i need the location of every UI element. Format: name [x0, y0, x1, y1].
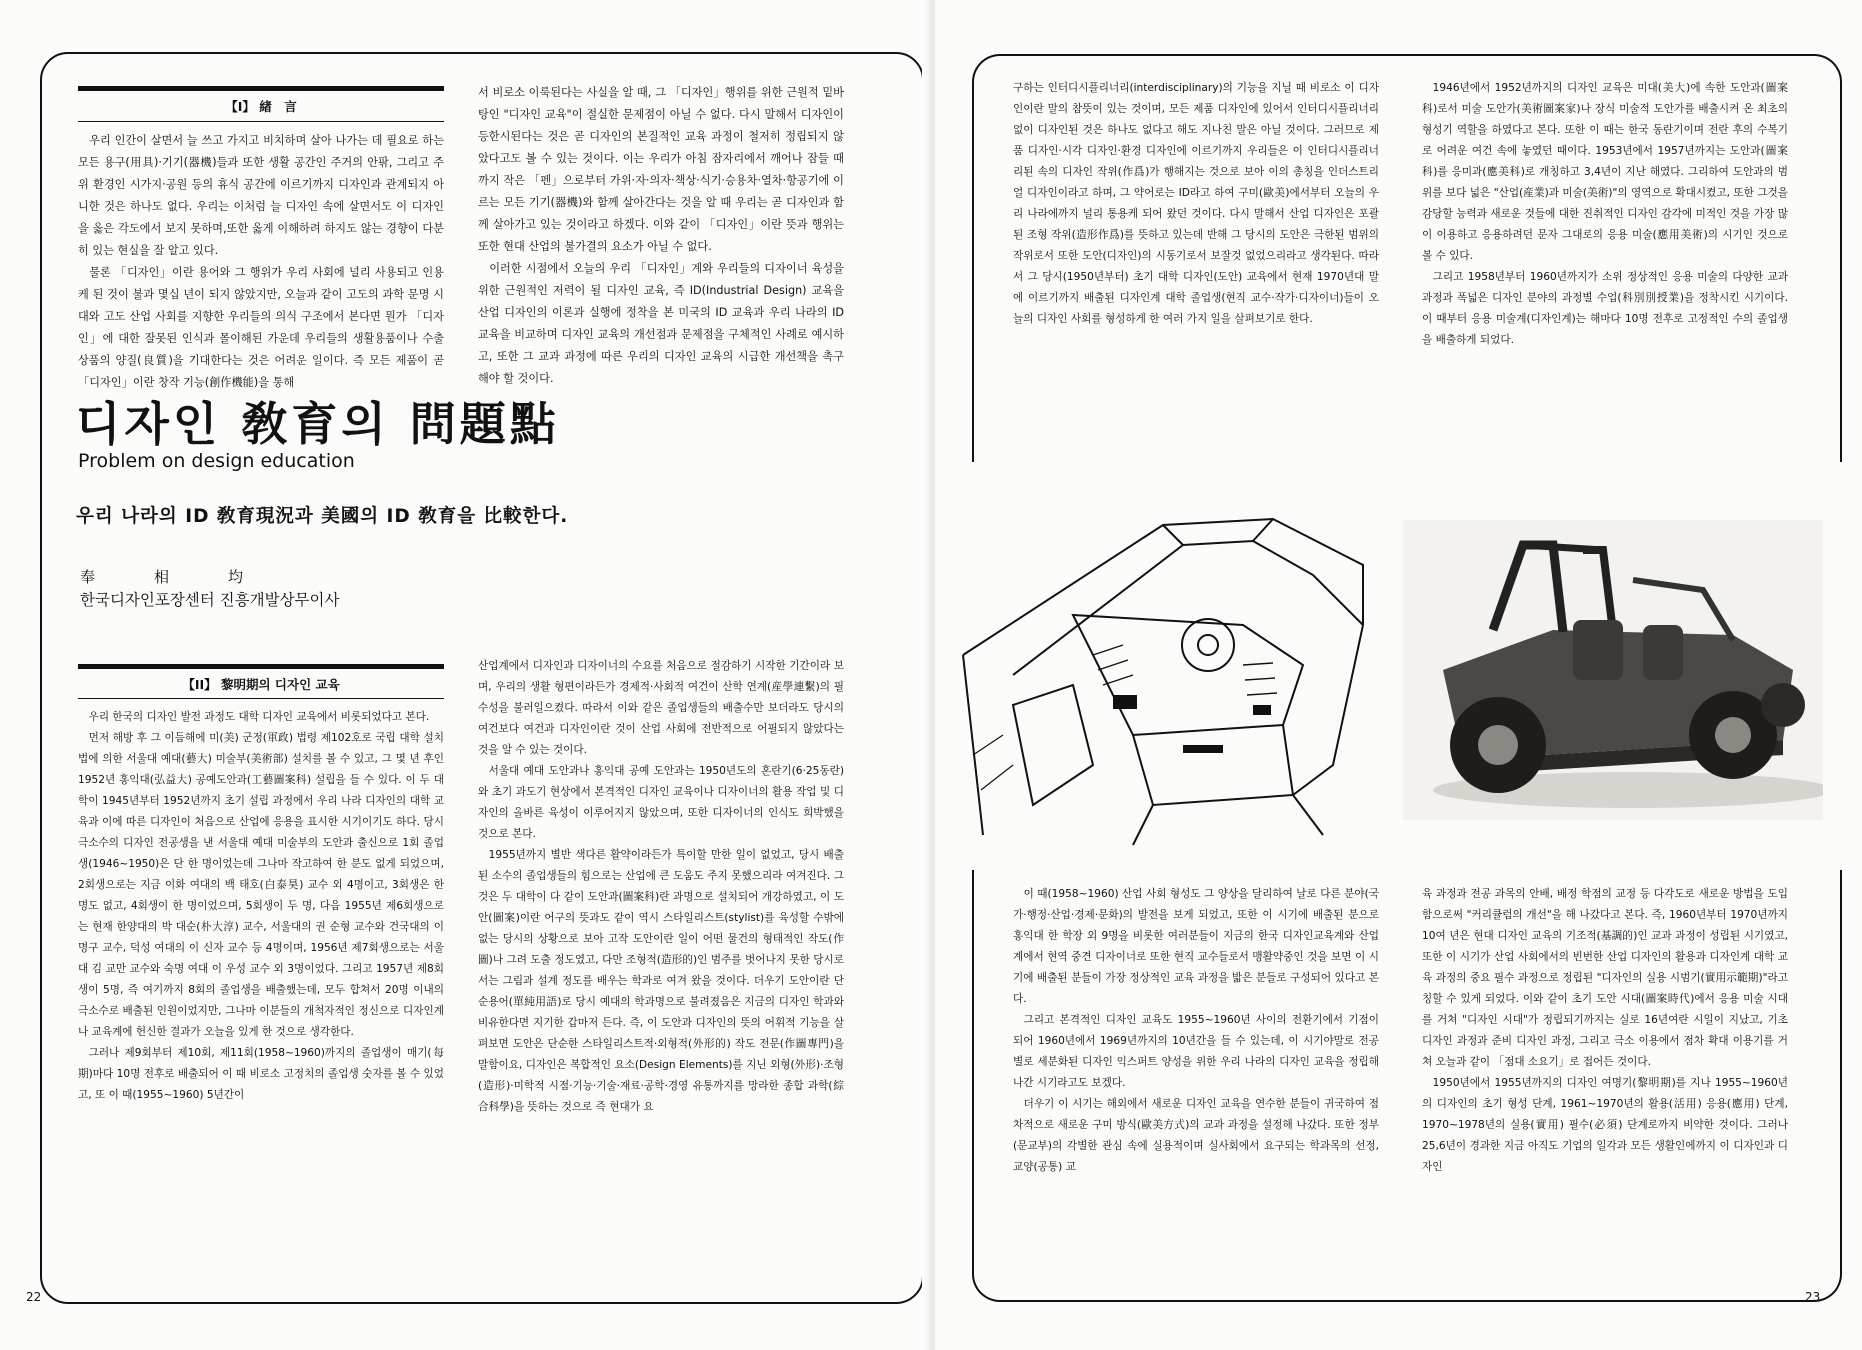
section2-col1: [78, 664, 444, 1106]
section1-heading: 【I】 緖 言: [78, 86, 444, 122]
bottom-col1: [1013, 884, 1379, 1178]
body-paragraph: 구하는 인터디시플리너리(interdisciplinary)의 기능을 지닐 때 비로소 이 디자인이란 말의 참뜻이 있는 것이며, 모든 제품 디자인에 있어서 인터디시플리너리없이 디자인된 것은 하나도 없다고 해도 지나친 말은 아닐 것이다. 그러므로 제품 디자인·시각 디자인·환경 디자인에 이르기까지 우리들은 이 인터디시플리너리된 속의 디자인 작위(作爲)가 행해지는 것으로 보아 이의 총칭을 인더스트리얼 디자인이라고 하며, 그 약어로는 ID라고 하여 구미(歐美)에서부터 오늘의 우리 나라에까지 널리 통용케 되어 왔던 것이다. 다시 말해서 산업 디자인은 포괄된 조형 작위(造形作爲)를 뜻하고 있는데 반해 그 당시의 도안은 극한된 범위의 작위로서 또한 도안(디자인)의 시동기로서 보잘것 없었으리라고 생각된다. 따라서 그 당시(1950년부터) 초기 대학 디자인(도안) 교육에서 현재 1970년대 말에 이르기까지 배출된 디자인계 대학 졸업생(현직 교수·작가·디자이너)들이 오늘의 디자인 사회를 형성하게 한 여러 가지 일을 살펴보기로 한다.: [1013, 82, 1379, 325]
body-paragraph: 육 과정과 전공 과목의 안배, 배정 학점의 교정 등 다각도로 새로운 방법을 도입함으로써 "커리큘럼의 개선"을 해 나갔다고 본다. 즉, 1960년부터 1970년까지 10여 년은 현대 디자인 교육의 기조적(基調的)인 교과 과정이 성립된 시기였고, 또한 이 시기가 산업 사회에서의 빈번한 산업 디자인의 활용과 디자인계 대학 교육 과정의 중요 필수 과정으로 정립된 "디자인의 실용 시범기(實用示範期)"라고 칭할 수 있게 되었다. 이와 같이 초기 도안 시대(圖案時代)에서 응용 미술 시대를 거쳐 "디자인 시대"가 정립되기까지는 실로 16년여란 시일이 지났고, 기초 디자인 과정과 준비 디자인 과정, 그리고 극소 이용에서 점차 확대 이용기를 거쳐 오늘과 같이 「점대 소요기」로 접어든 것이다.: [1422, 888, 1788, 1068]
author-name: 奉 相 均: [80, 568, 266, 586]
section2-paragraph: 우리 한국의 디자인 발전 과정도 대학 디자인 교육에서 비롯되었다고 본다.: [88, 711, 430, 723]
section1-col2: [478, 82, 844, 390]
section2-paragraph: 산업계에서 디자인과 디자이너의 수요를 처음으로 절감하기 시작한 기간이라 보며, 우리의 생활 형편이라든가 경제적·사회적 여건이 산학 연계(産學連繫)의 필수성을 불러일으켰다. 따라서 이와 같은 졸업생들의 배출수만 보더라도 당시의 여건보다 여건과 디자인이란 것이 산업 사회에 전반적으로 어필되지 않았다는 것을 알 수 있는 것이다.: [478, 660, 844, 756]
page-number-left: 22: [26, 1290, 42, 1304]
section1-paragraph: 이러한 시점에서 오늘의 우리 「디자인」계와 우리들의 디자이너 육성을 위한 근원적인 저력이 될 디자인 교육, 즉 ID(Industrial Design) 교육을 산업 디자인의 이론과 실행에 정착을 본 미국의 ID 교육과 우리 나라의 ID 교육을 비교하며 디자인 교육의 개선점과 문제점을 구체적인 사례로 예시하고, 또한 그 교과 과정에 따른 우리의 디자인 교육의 시급한 개선책을 촉구해야 할 것이다.: [478, 262, 844, 385]
body-paragraph: 1950년에서 1955년까지의 디자인 여명기(黎明期)를 지나 1955~1960년의 디자인의 초기 형성 단계, 1961~1970년의 활용(活用) 응용(應用) 단계, 1970~1978년의 실용(實用) 필수(必須) 단계로까지 비약한 것이다. 그러나 25,6년이 경과한 지금 아직도 기업의 일각과 모든 생활인에까지 이 디자인과 디자인: [1422, 1077, 1788, 1173]
section2-paragraph: 서울대 예대 도안과나 홍익대 공예 도안과는 1950년도의 혼란기(6·25동란)와 초기 과도기 현상에서 본격적인 디자인 교육이나 디자이너의 활용 작업 및 디자인의 올바른 육성이 이루어지지 않았으며, 또한 디자이너의 인식도 희박했을 것으로 본다.: [478, 765, 844, 840]
author-affiliation: 한국디자인포장센터 진흥개발상무이사: [80, 591, 340, 609]
body-paragraph: 그리고 1958년부터 1960년까지가 소위 정상적인 응용 미술의 다양한 교과 과정과 폭넓은 디자인 분야의 과정별 수업(科別別授業)을 정착시킨 시기이다. 이 때부터 응용 미술계(디자인계)는 해마다 10명 전후로 고정적인 수의 졸업생을 배출하게 되었다.: [1422, 271, 1788, 346]
section2-col2: [478, 656, 844, 1118]
section1-paragraph: 물론 「디자인」이란 용어와 그 행위가 우리 사회에 널리 사용되고 인용케 된 것이 불과 몇십 년이 되지 않았지만, 오늘과 같이 고도의 과학 문명 시대와 고도 산업 사회를 지향한 우리들의 의식 구조에서 본다면 뭔가 「디자인」에 대한 잘못된 인식과 몰이해된 가운데 우리들의 생활용품이나 수출 상품의 양질(良質)을 기대한다는 것은 어려운 일이다. 즉 모든 제품이 곧 「디자인」이란 창작 기능(創作機能)을 통해: [78, 266, 444, 389]
section2-paragraph: 먼저 해방 후 그 이듬해에 미(美) 군정(軍政) 법령 제102호로 국립 대학 설치법에 의한 서울대 예대(藝大) 미술부(美術部) 설치를 볼 수 있고, 그 몇 년 후인 1952년 홍익대(弘益大) 공예도안과(工藝圖案科) 설립을 들 수 있다. 이 두 대학이 1945년부터 1952년까지 초기 설립 과정에서 우리 나라 디자인의 대학 교육과 이에 따른 디자인이 처음으로 산업에 응용을 표시한 시기이기도 하다. 당시 극소수의 디자인 전공생을 낸 서울대 예대 미술부의 도안과 출신으로 1회 졸업생(1946~1950)은 단 한 명이었는데 그나마 작고하여 한 분도 없게 되었으며, 2회생으로는 지금 이화 여대의 백 태호(白泰昊) 교수 외 4명이고, 3회생은 한 명도 없고, 4회생이 한 명이었으며, 5회생이 두 명, 다음 1955년 제6회생으로는 현재 한양대의 박 대순(朴大淳) 교수, 서울대의 권 순형 교수와 건국대의 이 명구 교수, 덕성 여대의 이 신자 교수 등 4명이며, 1956년 제7회생으로는 서울대 김 교만 교수와 숙명 여대 이 우성 교수 외 3명이었다. 그리고 1957년 제8회생이 5명, 즉 여기까지 8회의 졸업생을 배출했는데, 모두 합쳐서 20명 이내의 극소수로 배출된 인원이었지만, 그나마 이분들의 개척자적인 정신으로 디자인계나 교육계에 헌신한 결과가 오늘을 있게 한 것으로 생각한다.: [78, 732, 444, 1038]
article-title-english: Problem on design education: [78, 450, 355, 472]
car-interior-sketch: [953, 505, 1373, 855]
page-number-right: 23: [1805, 1290, 1821, 1304]
article-subtitle: 우리 나라의 ID 敎育現況과 美國의 ID 敎育을 比較한다.: [76, 506, 569, 527]
section1-col1: [78, 86, 444, 394]
buggy-vehicle-photo: [1403, 520, 1823, 820]
body-paragraph: 그리고 본격적인 디자인 교육도 1955~1960년 사이의 전환기에서 기점이 되어 1960년에서 1969년까지의 10년간을 들 수 있는데, 이 시기야말로 전공별로 세분화된 디자인 익스퍼트 양성을 위한 우리 나라의 디자인 교육을 정립해 나간 시기라고도 보겠다.: [1013, 1014, 1379, 1089]
top-col1: [1013, 78, 1379, 330]
section1-paragraph: 서 비로소 이룩된다는 사실을 알 때, 그 「디자인」행위를 위한 근원적 밑바탕인 "디자인 교육"이 절실한 문제점이 아닐 수 없다. 다시 말해서 디자인이 등한시된다는 것은 곧 디자인의 본질적인 교육 과정이 철저히 정립되지 않았다고도 볼 수 있는 것이다. 이는 우리가 아침 잠자리에서 깨어나 잠들 때까지 작은 「펜」으로부터 가위·자·의자·책상·식기·승용차·열차·항공기에 이르는 모든 기기(器機)와 함께 살아간다는 것을 알 때 우리는 곧 디자인과 함께 살아가고 있는 것이라고 하겠다. 이와 같이 「디자인」이란 뜻과 행위는 또한 현대 산업의 불가결의 요소가 아닐 수 없다.: [478, 86, 844, 253]
section2-paragraph: 1955년까지 별반 색다른 활약이라든가 특이할 만한 일이 없었고, 당시 배출된 소수의 졸업생들의 힘으로는 산업에 큰 도움도 주지 못했으리라 여겨진다. 그것은 두 대학이 다 같이 도안과(圖案科)란 과명으로 설치되어 개강하였고, 이 도안(圖案)이란 어구의 뜻과도 같이 역시 스타일리스트(stylist)를 육성할 수밖에 없는 당시의 상황으로 보아 고작 도안이란 일이 어떤 물건의 형태적인 작도(作圖)나 그려 도출 정도였고, 다만 조형적(造形的)인 범주를 벗어나지 못한 당시로서는 그림과 설계 정도를 배우는 학과로 여겨 왔을 것이다. 더우기 도안이란 단순용어(單純用語)로 당시 예대의 학과명으로 불려졌음은 지금의 디자인 학과와 비유한다면 지기한 갑마저 든다. 즉, 이 도안과 디자인의 뜻의 어휘적 기능을 살펴보면 도안은 단순한 스타일리스트적·외형적(外形的) 작도 전문(作圖專門)을 말함이요, 디자인은 복합적인 요소(Design Elements)를 지닌 외형(外形)·조형(造形)·미학적 시점·기능·기술·재료·공학·경영 유통까지를 망라한 종합 과학(綜合科學)을 뜻하는 것으로 즉 현대가 요: [478, 849, 844, 1113]
body-paragraph: 더우기 이 시기는 해외에서 새로운 디자인 교육을 연수한 분들이 귀국하여 점차적으로 새로운 구미 방식(歐美方式)의 교과 과정을 설정해 나갔다. 또한 정부(문교부)의 각별한 관심 속에 실용적이며 실사회에서 요구되는 학과목의 선정, 교양(공통) 교: [1013, 1098, 1379, 1173]
article-title-korean: 디자인 敎育의 問題點: [76, 397, 560, 451]
section1-paragraph: 우리 인간이 살면서 늘 쓰고 가지고 비치하며 살아 나가는 데 필요로 하는 모든 용구(用具)·기기(器機)들과 또한 생활 공간인 주거의 안팎, 그리고 주위 환경인 시가지·공원 등의 휴식 공간에 이르기까지 디자인과 관계되지 아니한 것은 하나도 없다. 우리는 이처럼 늘 디자인 속에 살면서도 이 디자인을 옳은 각도에서 보지 못하며,또한 옳게 이해하려 하지도 않는 경향이 다분히 있는 현실을 잘 알고 있다.: [78, 134, 444, 257]
body-paragraph: 이 때(1958~1960) 산업 사회 형성도 그 양상을 달리하여 날로 다른 분야(국가·행정·산업·경제·문화)의 발전을 보게 되었고, 또한 이 시기에 배출된 분으로 홍익대 한 학장 외 9명을 비롯한 여러분들이 지금의 한국 디자인교육계와 산업계에서 현역 중견 디자이너로 또한 현직 교수들로서 맹활약중인 것을 보면 이 시기에 배출된 분들이 가장 정상적인 교육 과정을 밟은 분들로 구성되어 있다고 본다.: [1013, 888, 1379, 1005]
section2-heading: 【II】 黎明期의 디자인 교육: [78, 664, 444, 699]
section2-paragraph: 그러나 제9회부터 제10회, 제11회(1958~1960)까지의 졸업생이 매기(每期)마다 10명 전후로 배출되어 이 때 비로소 고정치의 졸업생 숫자를 볼 수 있었고, 또 이 때(1955~1960) 5년간이: [78, 1047, 444, 1101]
bottom-col2: [1422, 884, 1788, 1178]
top-col2: [1422, 78, 1788, 351]
body-paragraph: 1946년에서 1952년까지의 디자인 교육은 미대(美大)에 속한 도안과(圖案科)로서 미술 도안가(美術圖案家)나 장식 미술적 도안가를 배출시켜 온 최초의 형성기 역할을 하였다고 본다. 또한 이 때는 한국 동란기이며 전란 후의 수복기로 어려운 여건 속에 놓였던 때이다. 1953년에서 1957년까지는 도안과(圖案科)를 응미과(應美科)로 개칭하고 3,4년이 지난 해였다. 그리하여 도안과의 범위를 보다 넓은 "산업(産業)과 미술(美術)"의 영역으로 확대시켰고, 또한 그것을 감당할 능력과 새로운 것들에 대한 진취적인 디자인 감각에 미적인 것을 가장 많이 이용하고 응용하려던 문자 그대로의 응용 미술(應用美術)의 시기인 것으로 볼 수 있다.: [1422, 82, 1788, 262]
right-page: [935, 0, 1862, 1350]
